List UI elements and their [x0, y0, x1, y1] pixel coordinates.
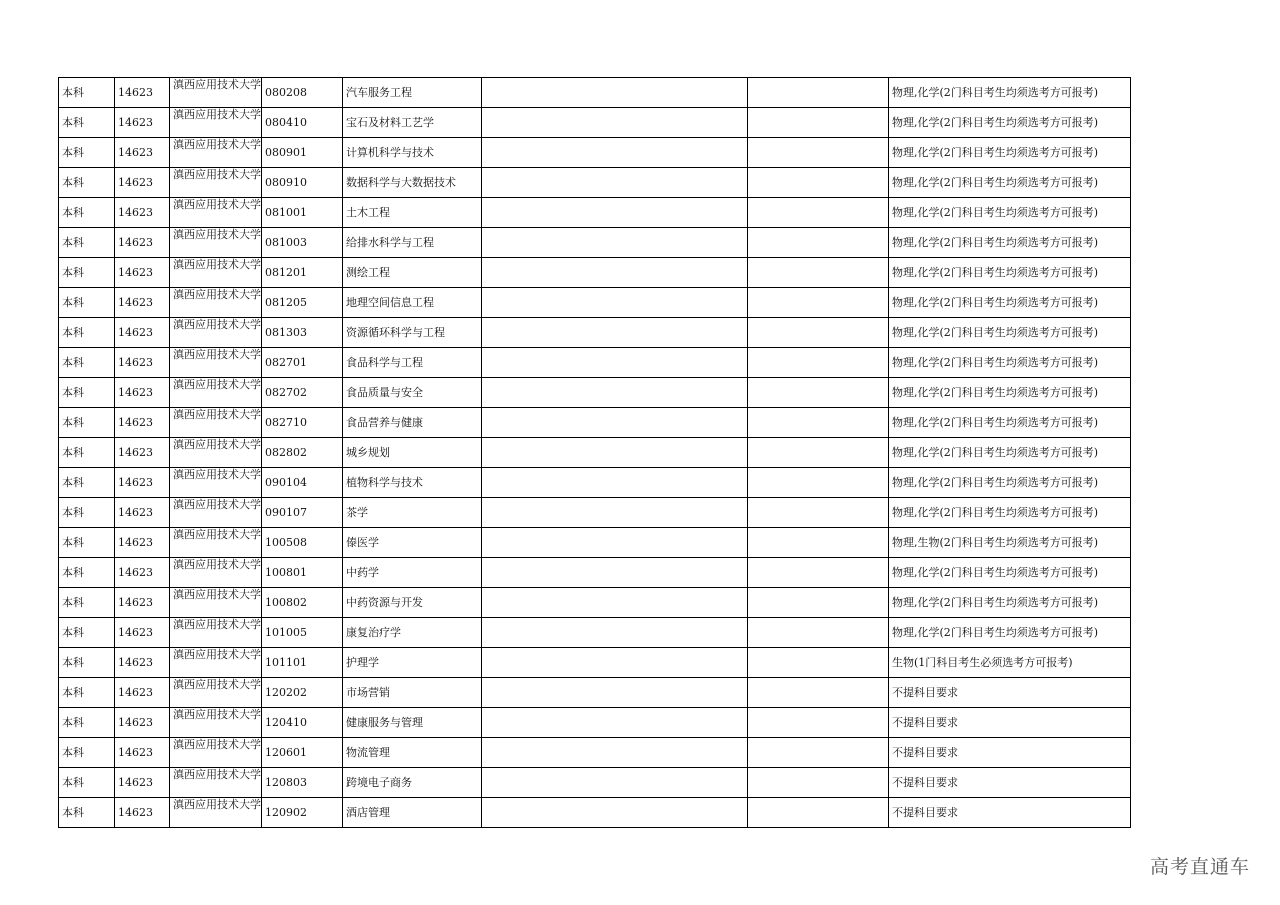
major-code-cell: 081003 — [262, 228, 343, 258]
table-row — [59, 618, 1131, 648]
school-name-cell: 滇西应用技术大学 — [170, 348, 262, 378]
school-code-cell: 14623 — [115, 198, 170, 228]
school-code-cell: 14623 — [115, 738, 170, 768]
major-name-cell: 植物科学与技术 — [343, 468, 482, 498]
table-row — [59, 588, 1131, 618]
major-name-cell: 市场营销 — [343, 678, 482, 708]
level-cell: 本科 — [59, 738, 115, 768]
table-body — [59, 78, 1131, 828]
blank-cell-a — [482, 798, 748, 828]
major-code-cell: 120902 — [262, 798, 343, 828]
school-code-cell: 14623 — [115, 558, 170, 588]
table-row — [59, 678, 1131, 708]
subject-requirement-cell: 物理,化学(2门科目考生均须选考方可报考) — [889, 258, 1131, 288]
school-code-cell: 14623 — [115, 678, 170, 708]
blank-cell-b — [748, 258, 889, 288]
table-row — [59, 318, 1131, 348]
major-name-cell: 计算机科学与技术 — [343, 138, 482, 168]
subject-requirement-cell: 不提科目要求 — [889, 798, 1131, 828]
school-code-cell: 14623 — [115, 228, 170, 258]
level-cell: 本科 — [59, 288, 115, 318]
major-code-cell: 081001 — [262, 198, 343, 228]
school-code-cell: 14623 — [115, 168, 170, 198]
level-cell: 本科 — [59, 798, 115, 828]
blank-cell-a — [482, 768, 748, 798]
table-row — [59, 78, 1131, 108]
major-code-cell: 120410 — [262, 708, 343, 738]
blank-cell-a — [482, 588, 748, 618]
subject-requirement-cell: 物理,化学(2门科目考生均须选考方可报考) — [889, 498, 1131, 528]
table-row — [59, 408, 1131, 438]
major-name-cell: 护理学 — [343, 648, 482, 678]
school-name-cell: 滇西应用技术大学 — [170, 228, 262, 258]
blank-cell-a — [482, 318, 748, 348]
level-cell: 本科 — [59, 438, 115, 468]
subject-requirement-cell: 物理,化学(2门科目考生均须选考方可报考) — [889, 438, 1131, 468]
school-name-cell: 滇西应用技术大学 — [170, 288, 262, 318]
major-name-cell: 傣医学 — [343, 528, 482, 558]
blank-cell-b — [748, 408, 889, 438]
level-cell: 本科 — [59, 768, 115, 798]
level-cell: 本科 — [59, 168, 115, 198]
subject-requirement-cell: 物理,化学(2门科目考生均须选考方可报考) — [889, 468, 1131, 498]
major-code-cell: 090107 — [262, 498, 343, 528]
blank-cell-a — [482, 228, 748, 258]
major-code-cell: 100801 — [262, 558, 343, 588]
school-name-cell: 滇西应用技术大学 — [170, 708, 262, 738]
major-code-cell: 090104 — [262, 468, 343, 498]
blank-cell-b — [748, 528, 889, 558]
blank-cell-b — [748, 108, 889, 138]
subject-requirement-cell: 不提科目要求 — [889, 708, 1131, 738]
blank-cell-a — [482, 498, 748, 528]
subject-requirement-cell: 物理,化学(2门科目考生均须选考方可报考) — [889, 378, 1131, 408]
major-code-cell: 081303 — [262, 318, 343, 348]
school-name-cell: 滇西应用技术大学 — [170, 408, 262, 438]
school-name-cell: 滇西应用技术大学 — [170, 318, 262, 348]
watermark: 高考直通车 — [1149, 856, 1250, 878]
subject-requirement-cell: 物理,化学(2门科目考生均须选考方可报考) — [889, 408, 1131, 438]
level-cell: 本科 — [59, 528, 115, 558]
table-row — [59, 498, 1131, 528]
table-row — [59, 738, 1131, 768]
major-name-cell: 食品营养与健康 — [343, 408, 482, 438]
blank-cell-a — [482, 378, 748, 408]
major-name-cell: 地理空间信息工程 — [343, 288, 482, 318]
major-code-cell: 080910 — [262, 168, 343, 198]
major-name-cell: 健康服务与管理 — [343, 708, 482, 738]
school-name-cell: 滇西应用技术大学 — [170, 648, 262, 678]
major-name-cell: 测绘工程 — [343, 258, 482, 288]
school-code-cell: 14623 — [115, 708, 170, 738]
blank-cell-a — [482, 738, 748, 768]
level-cell: 本科 — [59, 468, 115, 498]
major-code-cell: 100802 — [262, 588, 343, 618]
level-cell: 本科 — [59, 138, 115, 168]
school-code-cell: 14623 — [115, 588, 170, 618]
blank-cell-b — [748, 768, 889, 798]
school-name-cell: 滇西应用技术大学 — [170, 438, 262, 468]
major-name-cell: 汽车服务工程 — [343, 78, 482, 108]
major-name-cell: 康复治疗学 — [343, 618, 482, 648]
level-cell: 本科 — [59, 318, 115, 348]
major-code-cell: 082702 — [262, 378, 343, 408]
major-code-cell: 082802 — [262, 438, 343, 468]
table-row — [59, 468, 1131, 498]
level-cell: 本科 — [59, 408, 115, 438]
table-row — [59, 798, 1131, 828]
subject-requirement-cell: 物理,化学(2门科目考生均须选考方可报考) — [889, 318, 1131, 348]
school-code-cell: 14623 — [115, 438, 170, 468]
blank-cell-b — [748, 798, 889, 828]
blank-cell-b — [748, 558, 889, 588]
blank-cell-a — [482, 108, 748, 138]
school-code-cell: 14623 — [115, 108, 170, 138]
blank-cell-b — [748, 738, 889, 768]
subject-requirement-cell: 生物(1门科目考生必须选考方可报考) — [889, 648, 1131, 678]
blank-cell-b — [748, 348, 889, 378]
subject-requirement-cell: 物理,化学(2门科目考生均须选考方可报考) — [889, 108, 1131, 138]
blank-cell-b — [748, 648, 889, 678]
level-cell: 本科 — [59, 78, 115, 108]
blank-cell-b — [748, 438, 889, 468]
major-name-cell: 资源循环科学与工程 — [343, 318, 482, 348]
school-name-cell: 滇西应用技术大学 — [170, 498, 262, 528]
blank-cell-a — [482, 558, 748, 588]
major-name-cell: 给排水科学与工程 — [343, 228, 482, 258]
school-code-cell: 14623 — [115, 618, 170, 648]
school-name-cell: 滇西应用技术大学 — [170, 168, 262, 198]
subject-requirement-cell: 物理,化学(2门科目考生均须选考方可报考) — [889, 558, 1131, 588]
blank-cell-a — [482, 438, 748, 468]
major-code-cell: 082701 — [262, 348, 343, 378]
level-cell: 本科 — [59, 258, 115, 288]
subject-requirement-cell: 物理,化学(2门科目考生均须选考方可报考) — [889, 198, 1131, 228]
table-row — [59, 138, 1131, 168]
level-cell: 本科 — [59, 198, 115, 228]
school-code-cell: 14623 — [115, 138, 170, 168]
school-code-cell: 14623 — [115, 768, 170, 798]
blank-cell-b — [748, 468, 889, 498]
major-name-cell: 城乡规划 — [343, 438, 482, 468]
blank-cell-a — [482, 528, 748, 558]
major-code-cell: 120601 — [262, 738, 343, 768]
blank-cell-b — [748, 618, 889, 648]
subject-requirement-cell: 不提科目要求 — [889, 738, 1131, 768]
blank-cell-b — [748, 168, 889, 198]
table-row — [59, 108, 1131, 138]
subject-requirement-cell: 物理,化学(2门科目考生均须选考方可报考) — [889, 288, 1131, 318]
school-name-cell: 滇西应用技术大学 — [170, 768, 262, 798]
blank-cell-a — [482, 708, 748, 738]
blank-cell-a — [482, 648, 748, 678]
blank-cell-a — [482, 138, 748, 168]
school-name-cell: 滇西应用技术大学 — [170, 108, 262, 138]
school-name-cell: 滇西应用技术大学 — [170, 468, 262, 498]
blank-cell-a — [482, 168, 748, 198]
major-name-cell: 数据科学与大数据技术 — [343, 168, 482, 198]
level-cell: 本科 — [59, 588, 115, 618]
level-cell: 本科 — [59, 378, 115, 408]
blank-cell-b — [748, 588, 889, 618]
subject-requirement-cell: 不提科目要求 — [889, 768, 1131, 798]
blank-cell-b — [748, 228, 889, 258]
blank-cell-a — [482, 348, 748, 378]
major-code-cell: 120202 — [262, 678, 343, 708]
school-name-cell: 滇西应用技术大学 — [170, 678, 262, 708]
school-code-cell: 14623 — [115, 258, 170, 288]
blank-cell-a — [482, 618, 748, 648]
blank-cell-a — [482, 678, 748, 708]
blank-cell-b — [748, 198, 889, 228]
school-code-cell: 14623 — [115, 408, 170, 438]
level-cell: 本科 — [59, 618, 115, 648]
level-cell: 本科 — [59, 228, 115, 258]
level-cell: 本科 — [59, 708, 115, 738]
major-code-cell: 081205 — [262, 288, 343, 318]
school-code-cell: 14623 — [115, 378, 170, 408]
blank-cell-b — [748, 498, 889, 528]
blank-cell-a — [482, 78, 748, 108]
table-row — [59, 228, 1131, 258]
subject-requirement-cell: 物理,生物(2门科目考生均须选考方可报考) — [889, 528, 1131, 558]
major-name-cell: 食品质量与安全 — [343, 378, 482, 408]
major-code-cell: 120803 — [262, 768, 343, 798]
school-code-cell: 14623 — [115, 288, 170, 318]
major-name-cell: 中药学 — [343, 558, 482, 588]
major-name-cell: 茶学 — [343, 498, 482, 528]
level-cell: 本科 — [59, 648, 115, 678]
major-code-cell: 080208 — [262, 78, 343, 108]
school-name-cell: 滇西应用技术大学 — [170, 78, 262, 108]
blank-cell-b — [748, 78, 889, 108]
major-name-cell: 跨境电子商务 — [343, 768, 482, 798]
blank-cell-b — [748, 138, 889, 168]
table-row — [59, 768, 1131, 798]
school-code-cell: 14623 — [115, 798, 170, 828]
major-name-cell: 食品科学与工程 — [343, 348, 482, 378]
school-name-cell: 滇西应用技术大学 — [170, 138, 262, 168]
major-code-cell: 081201 — [262, 258, 343, 288]
school-name-cell: 滇西应用技术大学 — [170, 618, 262, 648]
school-code-cell: 14623 — [115, 528, 170, 558]
school-name-cell: 滇西应用技术大学 — [170, 378, 262, 408]
blank-cell-a — [482, 408, 748, 438]
blank-cell-a — [482, 468, 748, 498]
school-code-cell: 14623 — [115, 498, 170, 528]
major-code-cell: 082710 — [262, 408, 343, 438]
school-code-cell: 14623 — [115, 648, 170, 678]
blank-cell-b — [748, 678, 889, 708]
table-row — [59, 168, 1131, 198]
major-code-cell: 080901 — [262, 138, 343, 168]
major-code-cell: 080410 — [262, 108, 343, 138]
subject-requirement-cell: 物理,化学(2门科目考生均须选考方可报考) — [889, 618, 1131, 648]
subject-requirement-cell: 物理,化学(2门科目考生均须选考方可报考) — [889, 228, 1131, 258]
subject-requirement-cell: 物理,化学(2门科目考生均须选考方可报考) — [889, 138, 1131, 168]
blank-cell-a — [482, 288, 748, 318]
table-row — [59, 528, 1131, 558]
table-row — [59, 648, 1131, 678]
level-cell: 本科 — [59, 498, 115, 528]
school-name-cell: 滇西应用技术大学 — [170, 588, 262, 618]
school-code-cell: 14623 — [115, 468, 170, 498]
table-row — [59, 348, 1131, 378]
school-name-cell: 滇西应用技术大学 — [170, 528, 262, 558]
level-cell: 本科 — [59, 678, 115, 708]
table-row — [59, 378, 1131, 408]
school-name-cell: 滇西应用技术大学 — [170, 258, 262, 288]
table-row — [59, 258, 1131, 288]
table-row — [59, 288, 1131, 318]
school-code-cell: 14623 — [115, 318, 170, 348]
major-name-cell: 宝石及材料工艺学 — [343, 108, 482, 138]
school-code-cell: 14623 — [115, 348, 170, 378]
subject-requirement-cell: 物理,化学(2门科目考生均须选考方可报考) — [889, 588, 1131, 618]
blank-cell-b — [748, 378, 889, 408]
school-name-cell: 滇西应用技术大学 — [170, 738, 262, 768]
table-row — [59, 708, 1131, 738]
major-name-cell: 中药资源与开发 — [343, 588, 482, 618]
blank-cell-b — [748, 288, 889, 318]
subject-requirement-cell: 不提科目要求 — [889, 678, 1131, 708]
level-cell: 本科 — [59, 348, 115, 378]
major-code-cell: 100508 — [262, 528, 343, 558]
blank-cell-a — [482, 198, 748, 228]
subject-requirements-table — [58, 77, 1131, 828]
blank-cell-b — [748, 708, 889, 738]
blank-cell-a — [482, 258, 748, 288]
school-code-cell: 14623 — [115, 78, 170, 108]
table-row — [59, 558, 1131, 588]
major-name-cell: 酒店管理 — [343, 798, 482, 828]
major-code-cell: 101005 — [262, 618, 343, 648]
subject-requirement-cell: 物理,化学(2门科目考生均须选考方可报考) — [889, 348, 1131, 378]
school-name-cell: 滇西应用技术大学 — [170, 558, 262, 588]
school-name-cell: 滇西应用技术大学 — [170, 198, 262, 228]
major-code-cell: 101101 — [262, 648, 343, 678]
subject-requirement-cell: 物理,化学(2门科目考生均须选考方可报考) — [889, 168, 1131, 198]
major-name-cell: 物流管理 — [343, 738, 482, 768]
subject-requirement-cell: 物理,化学(2门科目考生均须选考方可报考) — [889, 78, 1131, 108]
level-cell: 本科 — [59, 558, 115, 588]
major-name-cell: 土木工程 — [343, 198, 482, 228]
table-row — [59, 438, 1131, 468]
blank-cell-b — [748, 318, 889, 348]
school-name-cell: 滇西应用技术大学 — [170, 798, 262, 828]
table-row — [59, 198, 1131, 228]
level-cell: 本科 — [59, 108, 115, 138]
